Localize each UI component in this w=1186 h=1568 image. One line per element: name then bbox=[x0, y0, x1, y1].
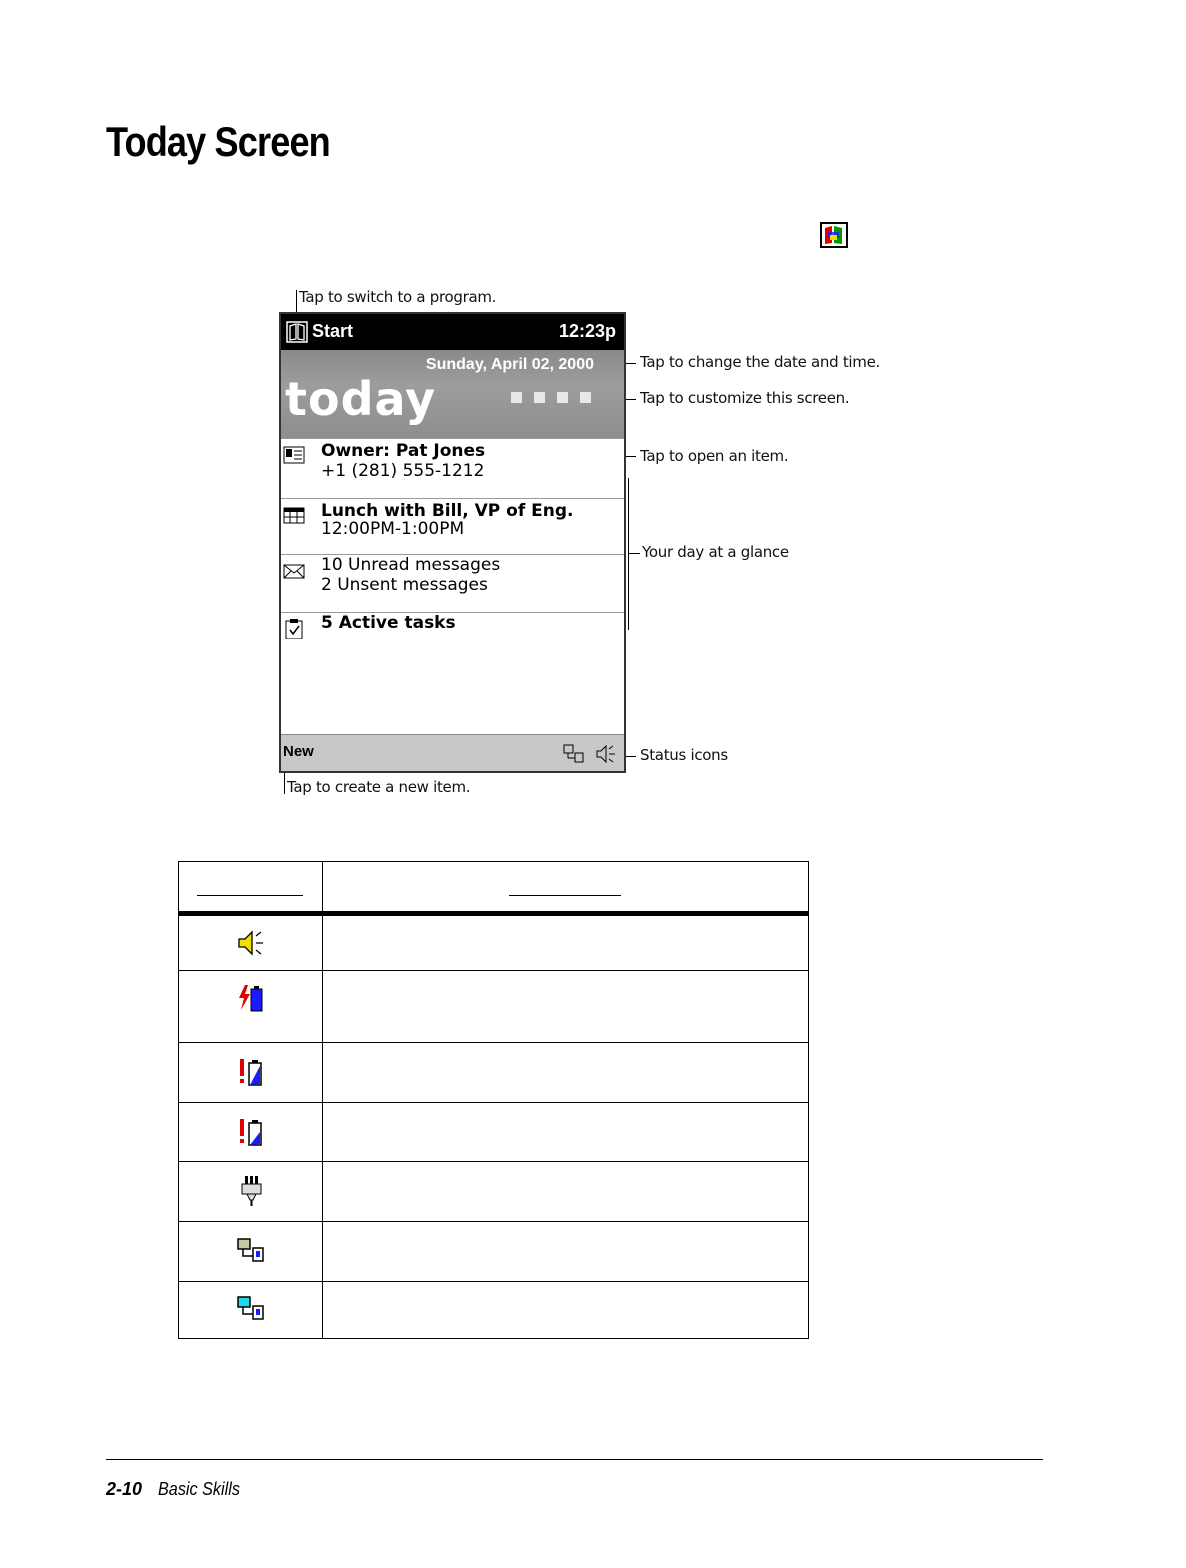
callout-open-item: Tap to open an item. bbox=[640, 447, 789, 465]
new-button[interactable]: New bbox=[283, 743, 314, 760]
today-header[interactable] bbox=[281, 350, 624, 438]
item-title: 10 Unread messages bbox=[321, 555, 501, 575]
ac-power-plug-icon bbox=[236, 1174, 266, 1208]
status-icons-table bbox=[178, 861, 809, 1339]
speaker-icon bbox=[236, 928, 266, 958]
table-row bbox=[219, 1174, 283, 1208]
calendar-icon bbox=[283, 505, 305, 525]
header-underline bbox=[509, 895, 621, 896]
item-subtitle: 12:00PM-1:00PM bbox=[321, 519, 465, 539]
speaker-icon[interactable] bbox=[595, 743, 617, 765]
command-bar bbox=[281, 734, 624, 771]
table-row-divider bbox=[179, 1281, 808, 1282]
battery-charging-icon bbox=[235, 982, 267, 1014]
today-date[interactable]: Sunday, April 02, 2000 bbox=[425, 356, 594, 373]
clipboard-check-icon bbox=[283, 619, 305, 639]
footer-rule bbox=[106, 1459, 1043, 1460]
item-subtitle: 2 Unsent messages bbox=[321, 575, 488, 595]
header-underline bbox=[197, 895, 303, 896]
table-row bbox=[219, 982, 283, 1014]
item-title: Lunch with Bill, VP of Eng. bbox=[321, 501, 574, 521]
navigation-bar[interactable] bbox=[281, 314, 624, 350]
table-row-divider bbox=[179, 1221, 808, 1222]
battery-very-low-icon bbox=[235, 1116, 267, 1148]
table-row bbox=[219, 1116, 283, 1148]
list-item-owner[interactable] bbox=[281, 438, 624, 499]
connection-active-icon bbox=[235, 1294, 267, 1324]
today-logo: today bbox=[285, 372, 437, 426]
start-flag-icon[interactable] bbox=[286, 321, 308, 343]
callout-line bbox=[296, 290, 297, 314]
start-flag-icon bbox=[820, 222, 848, 248]
theme-dot bbox=[580, 392, 591, 403]
table-row bbox=[219, 1236, 283, 1266]
callout-bracket bbox=[628, 478, 629, 630]
theme-dot bbox=[511, 392, 522, 403]
table-row bbox=[219, 1056, 283, 1088]
theme-dot bbox=[557, 392, 568, 403]
list-item-tasks[interactable] bbox=[281, 612, 624, 737]
callout-glance: Your day at a glance bbox=[642, 543, 789, 561]
footer-section-name: Basic Skills bbox=[158, 1479, 240, 1499]
table-row-divider bbox=[179, 1102, 808, 1103]
item-title: 5 Active tasks bbox=[321, 613, 456, 633]
start-button[interactable]: Start bbox=[312, 321, 354, 341]
callout-status-icons: Status icons bbox=[640, 746, 728, 764]
list-item-appointment[interactable] bbox=[281, 498, 624, 555]
page-title: Today Screen bbox=[106, 118, 330, 165]
battery-low-icon bbox=[235, 1056, 267, 1088]
connection-inactive-icon bbox=[235, 1236, 267, 1266]
envelope-icon bbox=[283, 561, 305, 581]
table-row bbox=[219, 1294, 283, 1324]
callout-customize: Tap to customize this screen. bbox=[640, 389, 850, 407]
item-subtitle: +1 (281) 555-1212 bbox=[321, 461, 485, 481]
theme-dot bbox=[534, 392, 545, 403]
callout-create-new: Tap to create a new item. bbox=[287, 778, 471, 796]
table-divider bbox=[322, 862, 323, 1338]
callout-change-date: Tap to change the date and time. bbox=[640, 353, 880, 371]
table-row-divider bbox=[179, 1161, 808, 1162]
header-rule bbox=[179, 911, 808, 916]
clock[interactable]: 12:23p bbox=[558, 321, 616, 341]
callout-line bbox=[284, 770, 285, 794]
callout-line bbox=[628, 553, 640, 554]
table-row-divider bbox=[179, 1042, 808, 1043]
owner-card-icon bbox=[283, 445, 305, 465]
connection-icon[interactable] bbox=[563, 744, 585, 764]
item-title: Owner: Pat Jones bbox=[321, 441, 486, 461]
device-today-screen bbox=[279, 312, 626, 773]
table-row bbox=[219, 928, 283, 958]
table-row-divider bbox=[179, 970, 808, 971]
callout-switch-program: Tap to switch to a program. bbox=[299, 288, 497, 306]
list-item-messages[interactable] bbox=[281, 554, 624, 613]
footer-page-number: 2-10 bbox=[106, 1479, 143, 1499]
